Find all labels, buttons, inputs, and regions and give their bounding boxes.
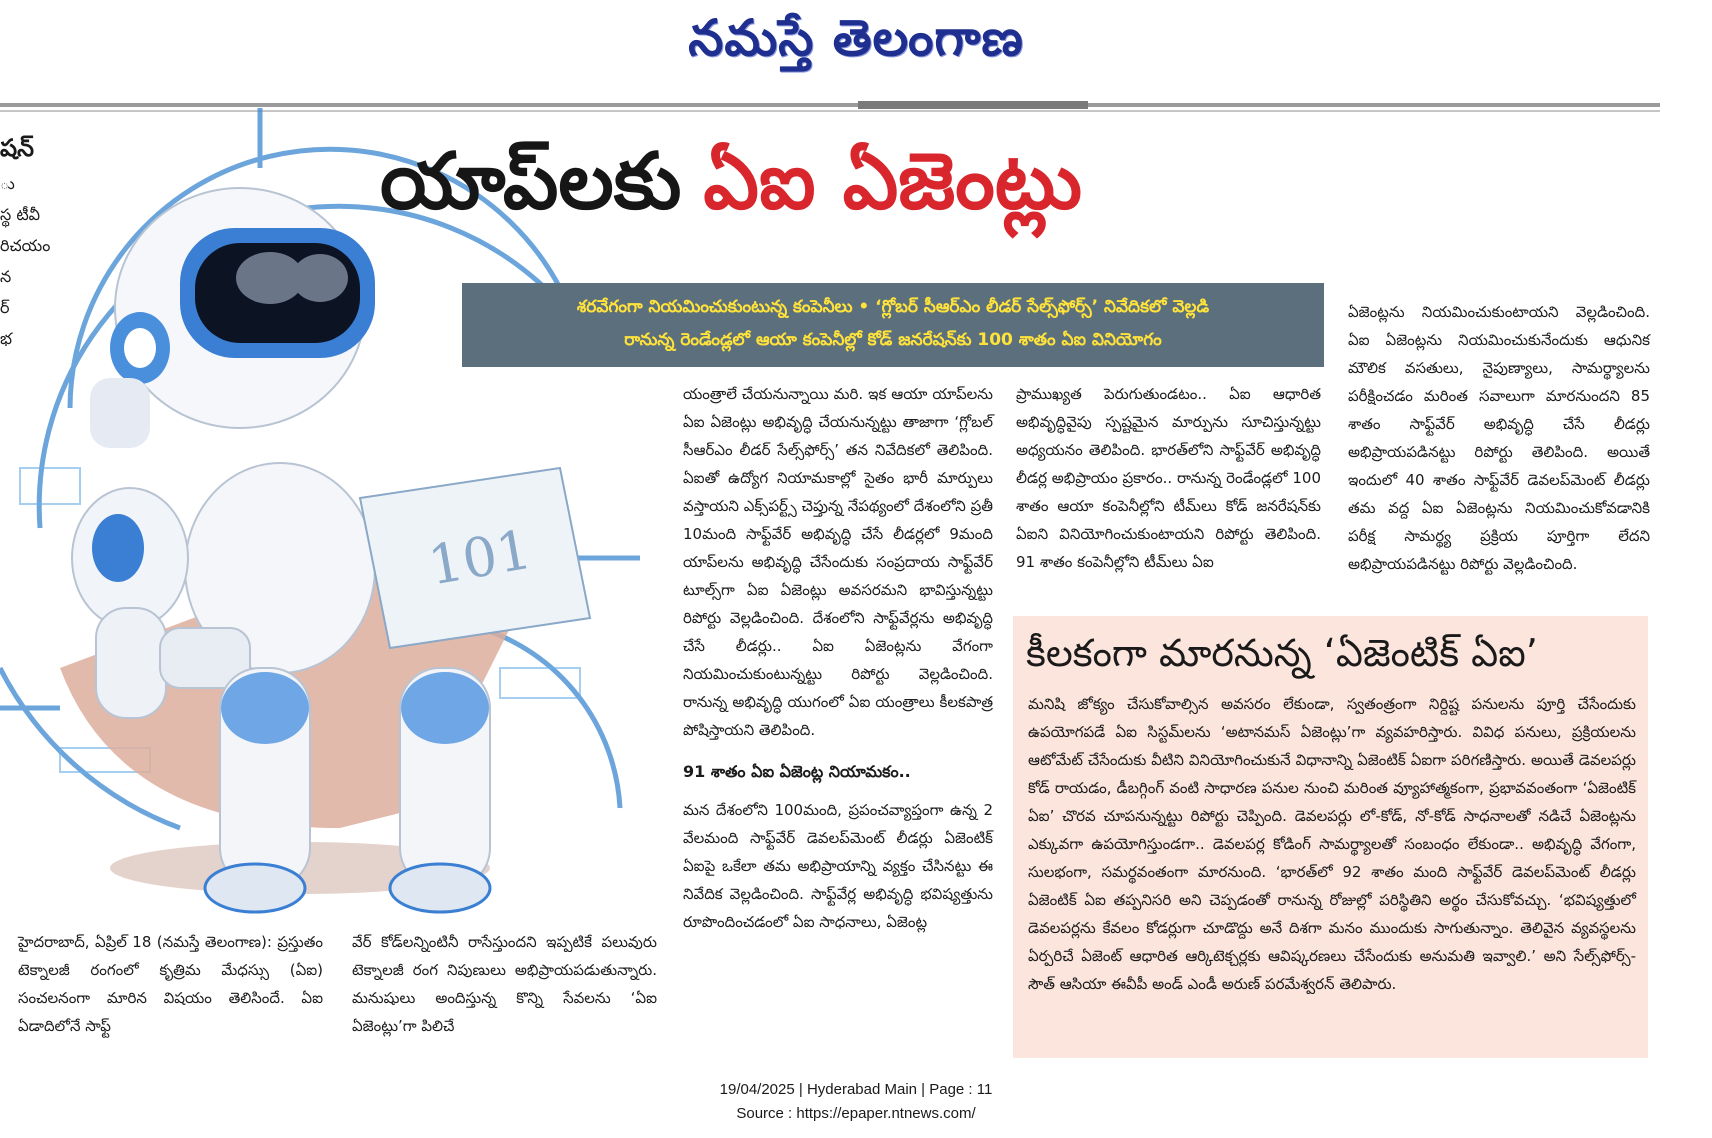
article-column-3: యంత్రాలే చేయనున్నాయి మరి. ఇక ఆయా యాప్‌లను ఏఐ ఏజెంట్లు అభివృద్ధి చేయనున్నట్టు తాజాగా ‘గ్లోబల్ సీఆర్ఎం లీడర్ సేల్స్‌ఫోర్స్’ తన నివేదికలో తెలిపింది. ఏఐతో ఉద్యోగ నియామకాల్లో సైతం భారీ మార్పులు వస్తాయని ఎక్స్‌పర్ట్స్ చెప్తున్న నేపథ్యంలో దేశంలోని ప్రతీ 10మంది సాఫ్ట్‌వేర్ అభివృద్ధి చేసే లీడర్లలో 9మంది యాప్‌లను అభివృద్ధి చేసేందుకు సంప్రదాయ సాఫ్ట్‌వేర్ టూల్స్‌గా ఏఐ ఏజెంట్లు అవసరమని భావిస్తున్నట్టు రిపోర్టు వెల్లడించింది. దేశంలోని సాఫ్ట్‌వేర్లను అభివృద్ధి చేసే లీడర్లు.. ఏఐ ఏజెంట్లను వేగంగా నియమించుకుంటున్నట్టు రిపోర్టు వెల్లడించింది. రానున్న అభివృద్ధి యుగంలో ఏఐ యంత్రాలు కీలకపాత్ర పోషిస్తాయని తెలిపింది. 91 శాతం ఏఐ ఏజెంట్ల నియామకం.. మన దేశంలోని 100మంది, ప్రపంచవ్యాప్తంగా ఉన్న 2 వేలమంది సాఫ్ట్‌వేర్ డెవలప్‌మెంట్ లీడర్లు ఏజెంటిక్ ఏఐపై ఒకేలా తమ అభిప్రాయాన్ని వ్యక్తం చేసినట్టు ఈ నివేదిక వెల్లడించింది. సాఫ్ట్‌వేర్ల అభివృద్ధి భవిష్యత్తును రూపొందించడంలో ఏఐ సాధనాలు, ఏజెంట్ల [683, 385, 993, 931]
sidebar-box-body: మనిషి జోక్యం చేసుకోవాల్సిన అవసరం లేకుండా, స్వతంత్రంగా నిర్దిష్ట పనులను పూర్తి చేసేందుకు ఉపయోగపడే ఏఐ సిస్టమ్‌లను ‘అటానమస్ ఏజెంట్లు’గా వ్యవహరిస్తారు. వివిధ పనులు, ప్రక్రియలను ఆటోమేట్ చేసేందుకు వీటిని వినియోగించుకునే విధానాన్ని ఏజెంటిక్ ఏఐగా పరిగణిస్తారు. అయితే డెవలపర్లు కోడ్ రాయడం, డీబగ్గింగ్ వంటి సాధారణ పనుల నుంచి మరింత వ్యూహాత్మకంగా, ప్రభావవంతంగా ‘ఏజెంటిక్ ఏఐ’ చొరవ చూపనున్నట్టు రిపోర్టు చెప్పింది. డెవలపర్లు లో-కోడ్, నో-కోడ్ సాధనాలతో నడిచే ఏజెంట్లను ఎక్కువగా ఉపయోగిస్తుండగా.. డెవలపర్ల కోడింగ్ సామర్థ్యాలతో సంబంధం లేకుండా.. అభివృద్ధి వేగంగా, సులభంగా, సమర్థవంతంగా మారనుంది. ‘భారత్‌లో 92 శాతం మంది సాఫ్ట్‌వేర్ డెవలప్‌మెంట్ లీడర్లు ఏజెంటిక్ ఏఐ తప్పనిసరి అని చెప్పడంతో రానున్న రోజుల్లో పరిస్థితిని అర్థం చేసుకోవచ్చు. ‘భవిష్యత్తులో డెవలపర్లను కేవలం కోడర్లుగా చూడొద్దు అనే దిశగా మనం ముందుకు సాగుతున్నాం. తెలివైన వ్యవస్థలను ఏర్పరిచే ఏజెంట్ ఆధారిత ఆర్కిటెక్చర్లకు ఆవిష్కరణలు చేసేందుకు అనుమతి ఇవ్వాలి.’ అని సేల్స్‌ఫోర్స్-సౌత్ ఆసియా ఈవీపీ అండ్ ఎండీ అరుణ్ పరమేశ్వరన్ తెలిపారు. [1028, 695, 1636, 993]
headline-part-red: ఏఐ ఏజెంట్లు [703, 137, 1082, 227]
headline-part-black: యాప్‌లకు [380, 137, 682, 227]
masthead-rule [0, 103, 1660, 107]
footer-dateline: 19/04/2025 | Hyderabad Main | Page : 11 [719, 1081, 993, 1098]
article-column-4: ప్రాముఖ్యత పెరుగుతుండటం.. ఏఐ ఆధారిత అభివృద్ధివైపు స్పష్టమైన మార్పును సూచిస్తున్నట్టు అధ్యయనం తెలిపింది. భారత్‌లోని సాఫ్ట్‌వేర్ అభివృద్ధి లీడర్ల అభిప్రాయం ప్రకారం.. రానున్న రెండేండ్లలో 100 శాతం ఆయా కంపెనీల్లోని టీమ్‌లు కోడ్ జనరేషన్‌కు ఏఐని వినియోగించుకుంటాయని రిపోర్టు తెలిపింది. 91 శాతం కంపెనీల్లోని టీమ్‌లు ఏఐ [1016, 385, 1321, 571]
robot-illustration [0, 108, 660, 928]
subheadline-band [462, 283, 1324, 367]
previous-article-fragment: షన్ ు స్థ టీవీ రిచయం న ర్ భ [0, 134, 51, 348]
subheadline-line-2: రానున్న రెండేండ్లలో ఆయా కంపెనీల్లో కోడ్ జనరేషన్‌కు 100 శాతం ఏఐ వినియోగం [624, 330, 1162, 350]
article-column-5: ఏజెంట్లను నియమించుకుంటాయని వెల్లడించింది. ఏఐ ఏజెంట్లను నియమించుకునేందుకు ఆధునిక మౌలిక వసతులు, నైపుణ్యాలు, సామర్థ్యాలను పరీక్షించడం మరింత సవాలుగా మారనుందని 85 శాతం సాఫ్ట్‌వేర్ అభివృద్ధి చేసే లీడర్లు అభిప్రాయపడినట్టు రిపోర్టు తెలిపింది. అయితే ఇందులో 40 శాతం సాఫ్ట్‌వేర్ డెవలప్‌మెంట్ లీడర్లు తమ వద్ద ఏఐ ఏజెంట్లను నియమించుకోవడానికి పరీక్ష సామర్థ్య ప్రక్రియ పూర్తిగా లేదని అభిప్రాయపడినట్టు రిపోర్టు వెల్లడించింది. [1348, 303, 1650, 573]
sidebar-box-title: కీలకంగా మారనున్న ‘ఏజెంటిక్ ఏఐ’ [1026, 631, 1538, 675]
masthead-logo: నమస్తే తెలంగాణ [688, 8, 1024, 67]
article-column-2: వేర్ కోడ్‌లన్నింటినీ రాసేస్తుందని ఇప్పటికే పలువురు టెక్నాలజీ రంగ నిపుణులు అభిప్రాయపడుతున్నారు. మనుషులు అందిస్తున్న కొన్ని సేవలను ‘ఏఐ ఏజెంట్లు’గా పిలిచే [352, 933, 657, 1035]
masthead-rule-accent [858, 101, 1088, 109]
book-text: 101 [423, 517, 537, 598]
headline [380, 138, 1082, 228]
article-column-1: హైదరాబాద్, ఏప్రిల్ 18 (నమస్తే తెలంగాణ): ప్రస్తుతం టెక్నాలజీ రంగంలో కృత్రిమ మేధస్సు (ఏఐ) సంచలనంగా మారిన విషయం తెలిసిందే. ఏఐ ఏడాదిలోనే సాఫ్ట్ [18, 933, 323, 1035]
footer-source: Source : https://epaper.ntnews.com/ [736, 1105, 976, 1122]
subheadline-line-1: శరవేగంగా నియమించుకుంటున్న కంపెనీలు • ‘గ్లోబర్ సీఆర్ఎం లీడర్ సేల్స్‌ఫోర్స్’ నివేదికలో వెల్లడి [576, 297, 1210, 317]
section-subhead: 91 శాతం ఏఐ ఏజెంట్ల నియామకం.. [683, 762, 911, 781]
